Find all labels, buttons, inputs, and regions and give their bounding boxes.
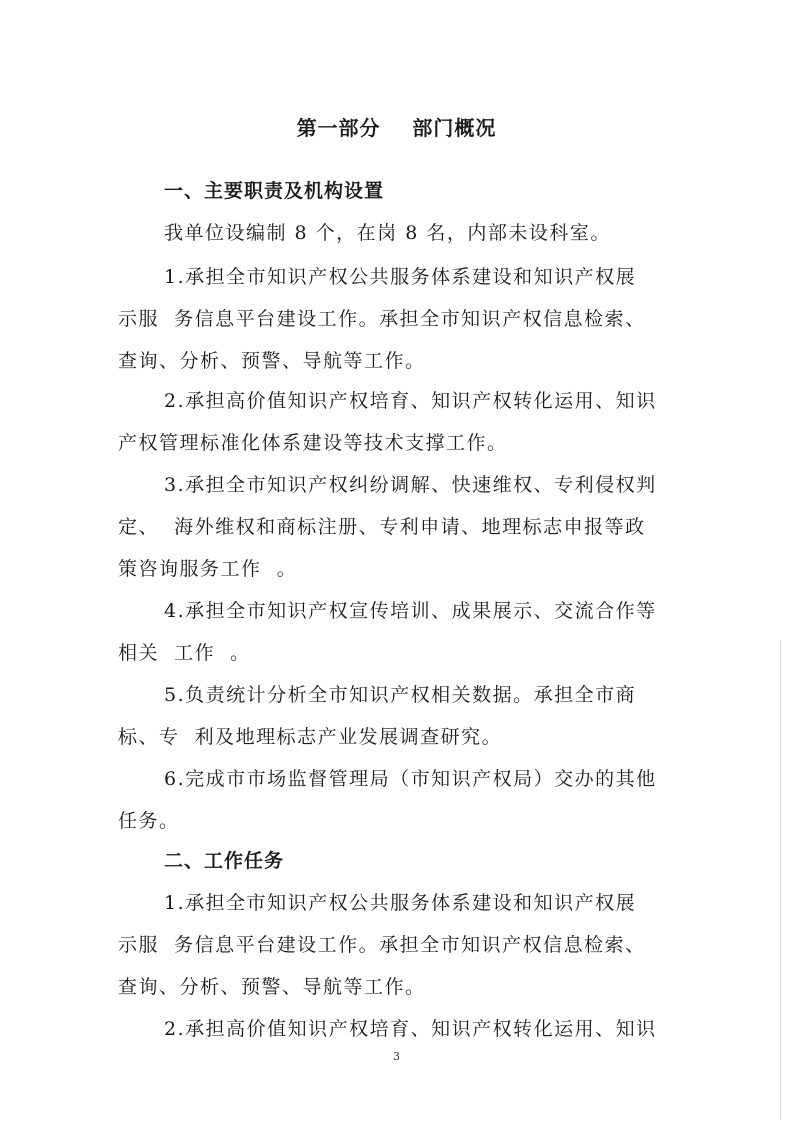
intro-paragraph: 我单位设编制 8 个，在岗 8 名，内部未设科室。	[164, 222, 611, 244]
item2-line2: 产权管理标准化体系建设等技术支撑工作。	[118, 432, 508, 454]
task2-line1: 2.承担高价值知识产权培育、知识产权转化运用、知识	[164, 1018, 657, 1040]
item2-line1: 2.承担高价值知识产权培育、知识产权转化运用、知识	[164, 390, 657, 412]
item1-line2: 示服 务信息平台建设工作。承担全市知识产权信息检索、	[118, 308, 646, 330]
item5-line2: 标、专 利及地理标志产业发展调查研究。	[118, 726, 503, 748]
section-heading-2: 二、工作任务	[164, 850, 285, 872]
item3-line1: 3.承担全市知识产权纠纷调解、快速维权、专利侵权判	[164, 474, 657, 496]
task1-line2: 示服 务信息平台建设工作。承担全市知识产权信息检索、	[118, 934, 646, 956]
item4-line1: 4.承担全市知识产权宣传培训、成果展示、交流合作等	[164, 600, 657, 622]
task1-line3: 查询、分析、预警、导航等工作。	[118, 976, 426, 998]
scan-edge-line	[780, 640, 781, 1120]
page-number: 3	[393, 1050, 400, 1063]
item6-line2: 任务。	[118, 810, 180, 832]
item1-line3: 查询、分析、预警、导航等工作。	[118, 350, 426, 372]
item3-line3: 策咨询服务工作 。	[118, 558, 298, 580]
page-title: 第一部分 部门概况	[296, 116, 497, 140]
task1-line1: 1.承担全市知识产权公共服务体系建设和知识产权展	[164, 892, 637, 914]
item5-line1: 5.负责统计分析全市知识产权相关数据。承担全市商	[164, 684, 637, 706]
section-heading-1: 一、主要职责及机构设置	[164, 180, 385, 202]
item4-line2: 相关 工作 。	[118, 642, 251, 664]
item1-line1: 1.承担全市知识产权公共服务体系建设和知识产权展	[164, 266, 637, 288]
item3-line2: 定、 海外维权和商标注册、专利申请、地理标志申报等政	[118, 516, 646, 538]
item6-line1: 6.完成市市场监督管理局（市知识产权局）交办的其他	[164, 768, 657, 790]
